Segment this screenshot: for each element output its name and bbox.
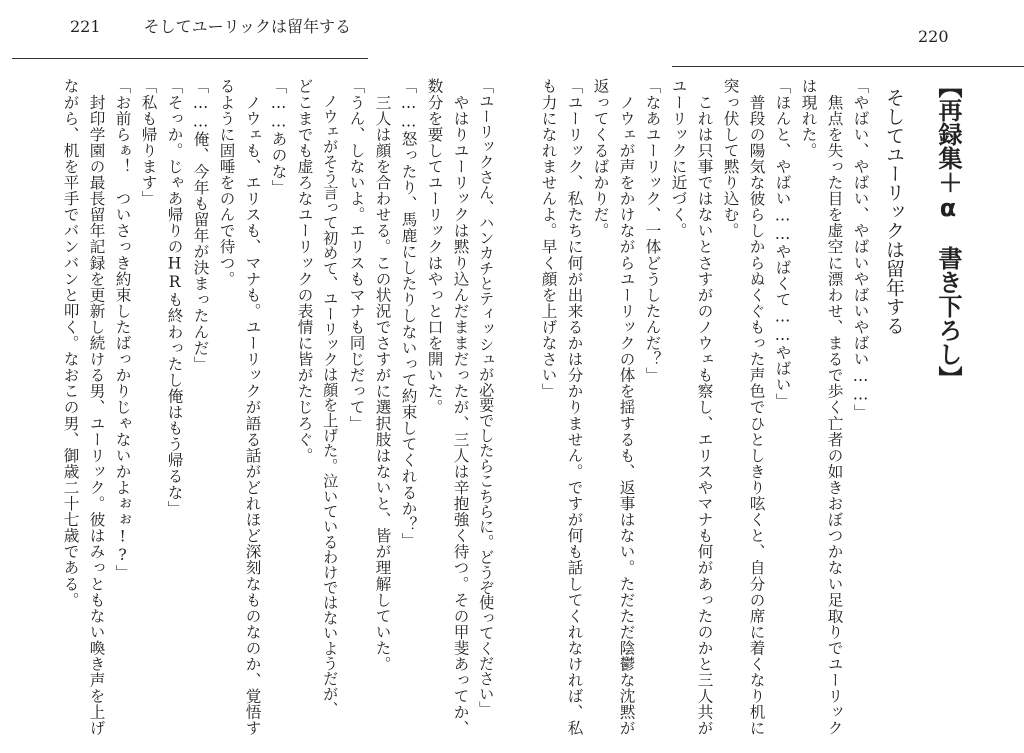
left-page-number: 221 xyxy=(70,17,101,36)
text-line: 封印学園の最長留年記録を更新し続ける男、ユーリック。彼はみっともない喚き声を上げ xyxy=(87,78,106,737)
text-line: るように固唾をのんで待つ。 xyxy=(217,78,236,287)
text-line: も力になれませんよ。早く顔を上げなさい」 xyxy=(539,78,558,399)
text-line: 「……俺、今年も留年が決まったんだ」 xyxy=(191,78,210,372)
text-line: は現れた。 xyxy=(799,78,818,159)
text-line: 三人は顔を合わせる。この状況でさすがに選択肢はないと、皆が理解していた。 xyxy=(373,78,392,672)
text-line: ノウェが声をかけながらユーリックの体を揺するも、返事はない。ただただ陰鬱な沈黙が xyxy=(617,78,636,737)
left-header-rule xyxy=(12,58,368,59)
text-line: 「そっか。じゃあ帰りのHRも終わったし俺はもう帰るな」 xyxy=(165,78,184,517)
text-line: 「やばい、やばい、やばいやばいやばい……」 xyxy=(851,78,870,420)
text-line: 「私も帰ります」 xyxy=(139,78,158,207)
text-line: ながら、机を平手でバンバンと叩く。なおこの男、御歳二十七歳である。 xyxy=(61,78,80,608)
text-line: 「なあユーリック、一体どうしたんだ？」 xyxy=(643,78,662,383)
text-line: これは只事ではないとさすがのノウェも察し、エリスやマナも何があったのかと三人共が xyxy=(695,78,714,737)
text-line: 「ユーリック、私たちに何が出来るかは分かりません。ですが何も話してくれなければ、私 xyxy=(565,78,584,737)
text-line: 「ほんと、やばい……やばくて……やばい」 xyxy=(773,78,792,409)
text-line: 「ユーリックさん、ハンカチとティッシュが必要でしたらこちらに。どうぞ使ってください」 xyxy=(477,78,496,717)
text-line: 返ってくるばかりだ。 xyxy=(591,78,610,239)
text-line: やはりユーリックは黙り込んだままだったが、三人は辛抱強く待つ。その甲斐あってか、 xyxy=(451,78,470,737)
left-running-title: そしてユーリックは留年する xyxy=(143,17,352,36)
text-line: 焦点を失った目を虚空に漂わせ、まるで歩く亡者の如きおぼつかない足取りでユーリック xyxy=(825,78,844,737)
text-line: ユーリックに近づく。 xyxy=(669,78,688,239)
text-line: ノウェも、エリスも、マナも。ユーリックが語る話がどれほど深刻なものなのか、覚悟す xyxy=(243,78,262,737)
text-line: 普段の陽気な彼らしからぬくぐもった声色でひとしきり呟くと、自分の席に着くなり机に xyxy=(747,78,766,737)
text-line: 「お前らぁ！ ついさっき約束したばっかりじゃないかよぉぉ!?」 xyxy=(113,78,132,581)
text-line: 数分を要してユーリックはやっと口を開いた。 xyxy=(425,78,444,416)
left-page-header xyxy=(70,14,351,37)
right-page xyxy=(512,0,1024,753)
text-line: 「……怒ったり、馬鹿にしたりしないって約束してくれるか？」 xyxy=(399,78,418,549)
chapter-title: 【再録集＋α 書き下ろし】 xyxy=(934,74,962,390)
right-header-rule xyxy=(672,66,1024,67)
text-line: ノウェがそう言って初めて、ユーリックは顔を上げた。泣いているわけではないようだが、 xyxy=(321,78,340,717)
text-line: どこまでも虚ろなユーリックの表情に皆がたじろぐ。 xyxy=(295,78,314,464)
right-page-number: 220 xyxy=(918,27,949,46)
text-line: 突っ伏して黙り込む。 xyxy=(721,78,740,239)
text-line: 「うん、しないよ。エリスもマナも同じだって」 xyxy=(347,78,366,432)
story-subtitle: そしてユーリックは留年する xyxy=(883,88,905,335)
text-line: 「……あのな」 xyxy=(269,78,288,196)
